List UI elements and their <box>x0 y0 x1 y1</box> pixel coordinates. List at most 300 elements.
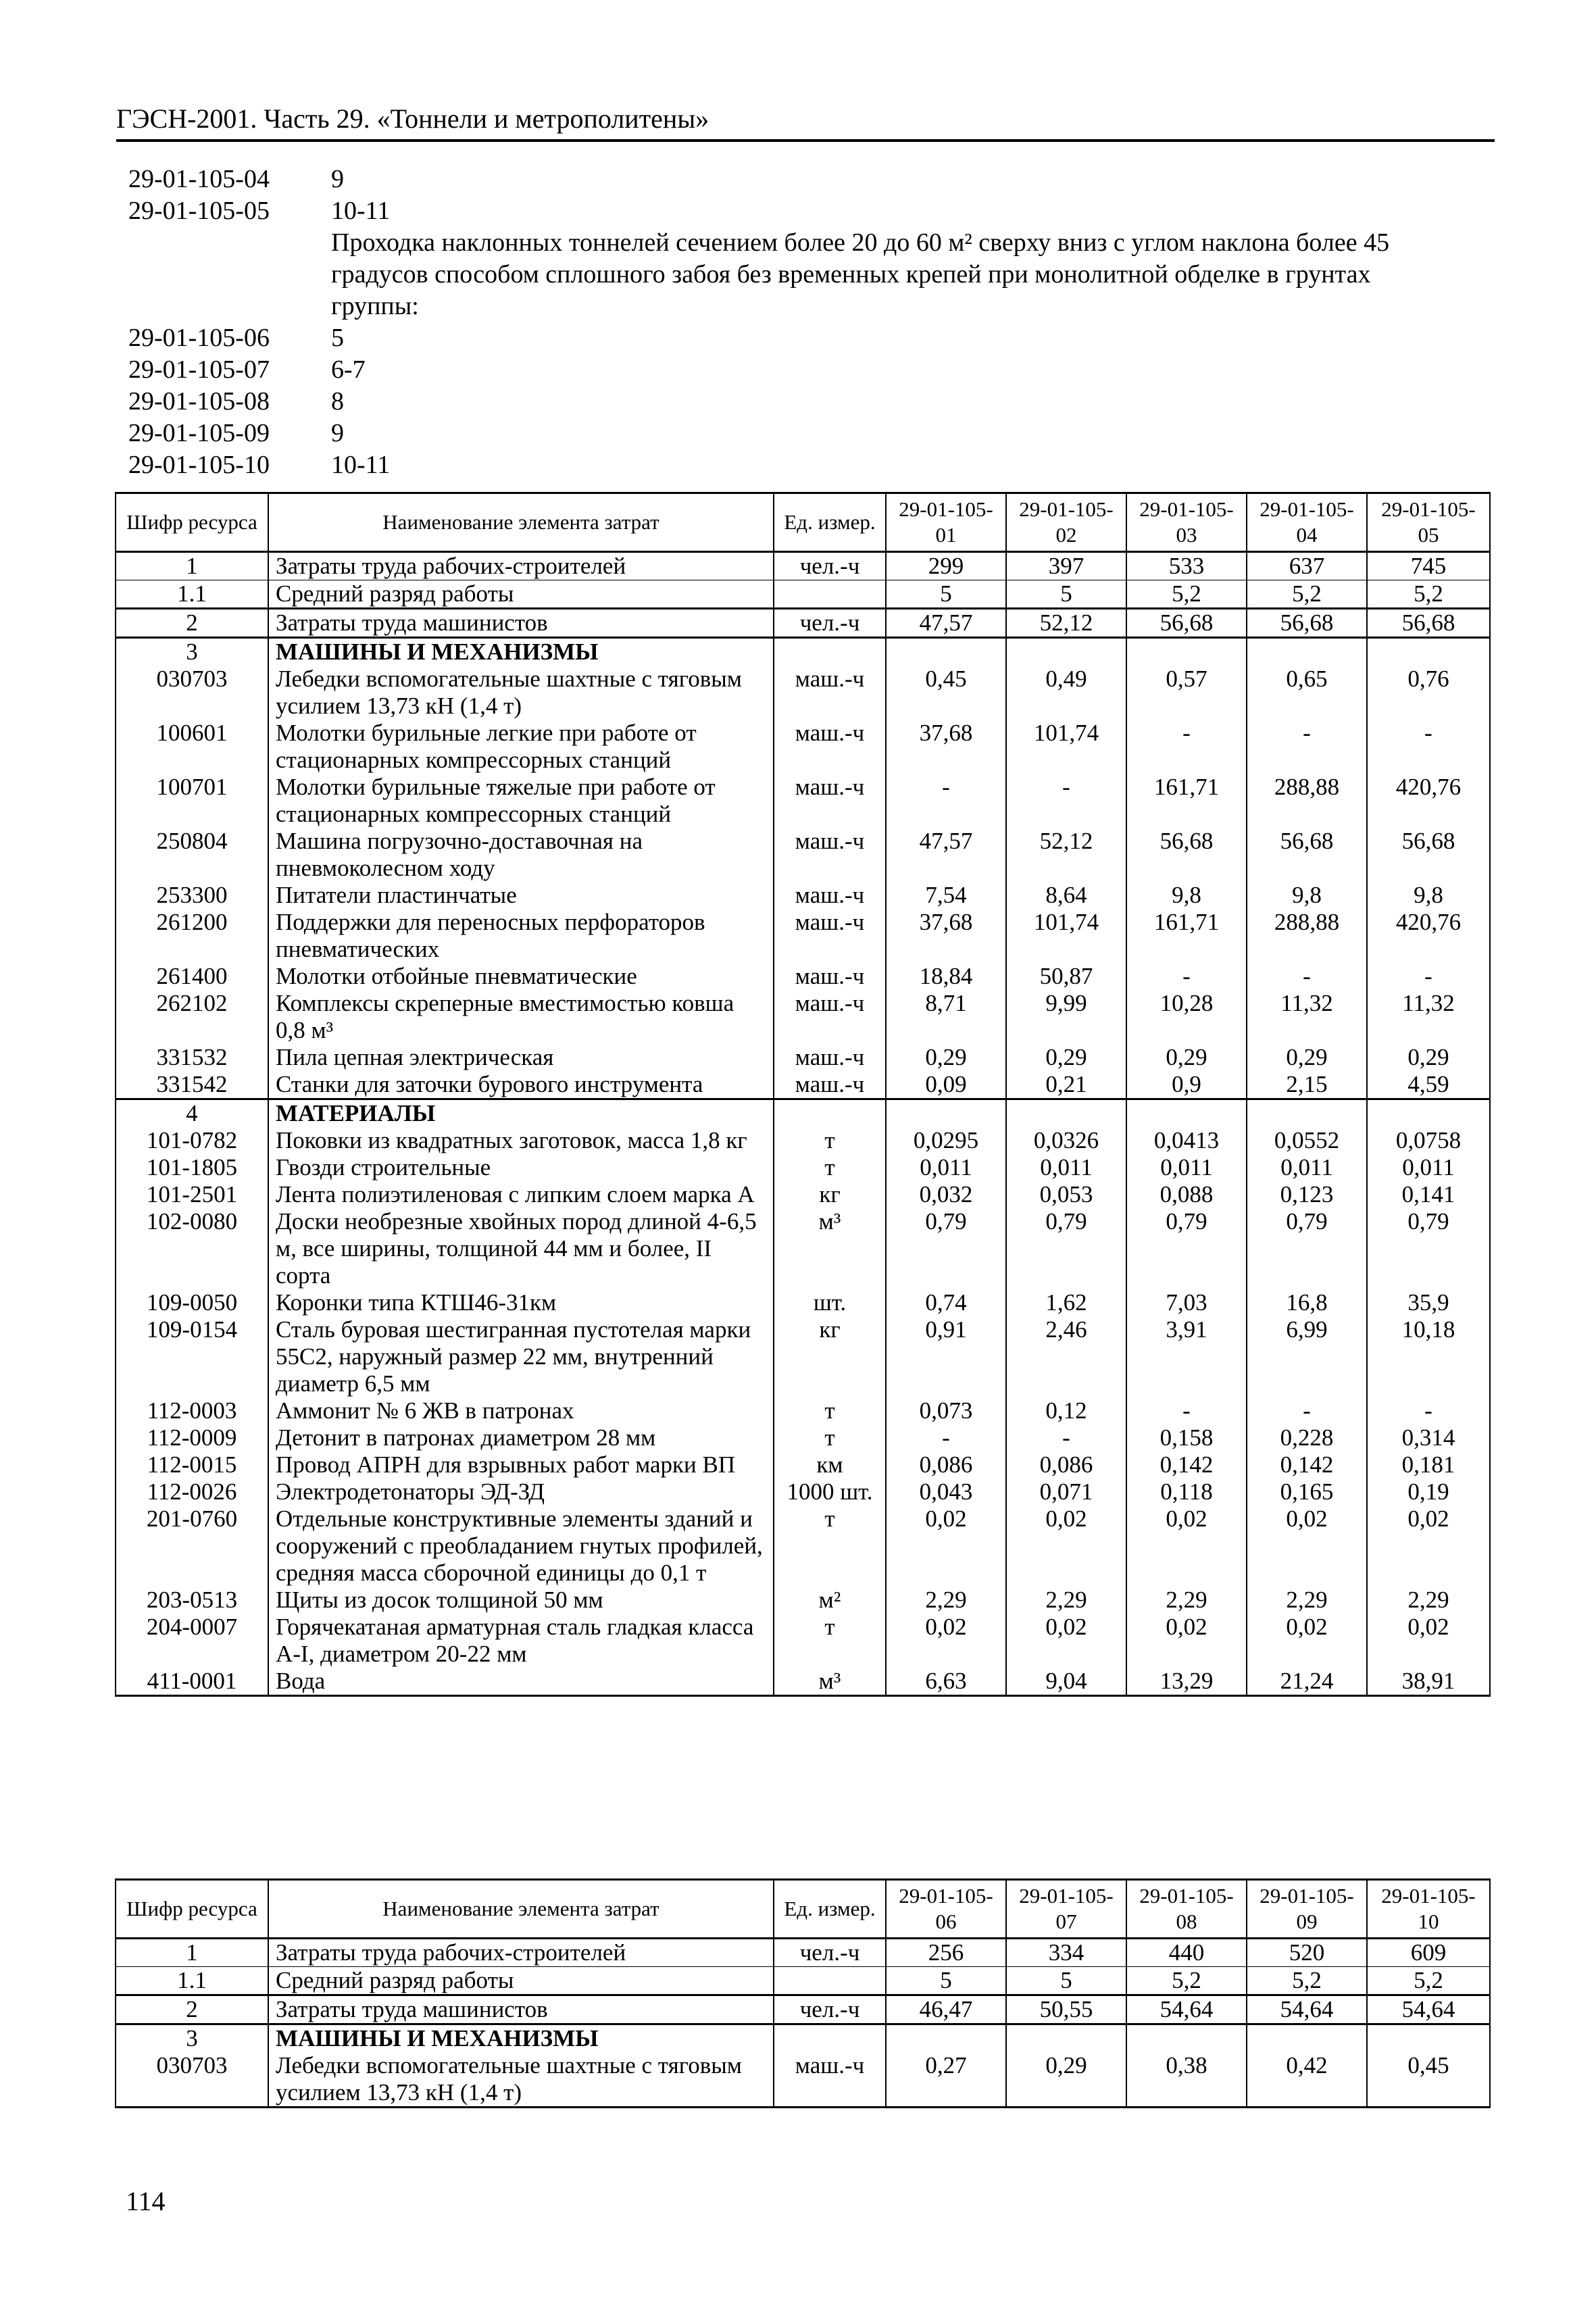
table-row <box>116 1181 1490 1208</box>
norm-value: - <box>1247 1397 1367 1424</box>
soil-group: 9 <box>331 419 344 447</box>
table-row <box>116 1505 1490 1587</box>
norm-value: 161,71 <box>1126 774 1247 828</box>
cost-element-name: Поковки из квадратных заготовок, масса 1,8 кг <box>268 1127 774 1154</box>
table-row <box>116 1424 1490 1451</box>
cost-element-name: Затраты труда рабочих-строителей <box>268 1939 774 1967</box>
table-row <box>116 1995 1490 2024</box>
resource-table-1 <box>115 492 1491 1697</box>
resource-code: 112-0003 <box>116 1397 268 1424</box>
norm-code: 29-01-105-08 <box>128 387 270 416</box>
resource-code: 112-0009 <box>116 1424 268 1451</box>
norm-value: 5 <box>886 1967 1006 1995</box>
cost-element-name: Детонит в патронах диаметром 28 мм <box>268 1424 774 1451</box>
norm-value: 5,2 <box>1126 1967 1247 1995</box>
norm-value: 0,032 <box>886 1181 1006 1208</box>
table-row <box>116 638 1490 666</box>
unit: маш.-ч <box>774 1071 886 1099</box>
resource-code: 112-0015 <box>116 1451 268 1478</box>
norm-value: 2,29 <box>1126 1587 1247 1614</box>
norm-value <box>1126 2024 1247 2053</box>
table-row <box>116 909 1490 963</box>
column-header: Наименование элемента затрат <box>268 493 774 552</box>
norm-value: 0,29 <box>1006 2052 1126 2108</box>
table-row <box>116 828 1490 882</box>
norm-value: 5,2 <box>1367 1967 1490 1995</box>
cost-element-name: Щиты из досок толщиной 50 мм <box>268 1587 774 1614</box>
resource-code: 331542 <box>116 1071 268 1099</box>
code-row <box>128 164 1466 195</box>
unit: кг <box>774 1181 886 1208</box>
norm-value: 47,57 <box>886 828 1006 882</box>
norm-value <box>886 638 1006 666</box>
unit: чел.-ч <box>774 1939 886 1967</box>
unit: м² <box>774 1587 886 1614</box>
norm-value: 0,02 <box>1367 1505 1490 1587</box>
norm-value: 0,141 <box>1367 1181 1490 1208</box>
unit: кг <box>774 1316 886 1397</box>
resource-code: 109-0050 <box>116 1289 268 1316</box>
norm-value: 5,2 <box>1247 1967 1367 1995</box>
cost-element-name: Молотки бурильные тяжелые при работе от стационарных компрессорных станций <box>268 774 774 828</box>
table-row <box>116 1967 1490 1995</box>
column-header: 29-01-105-02 <box>1006 493 1126 552</box>
norm-value: 0,071 <box>1006 1478 1126 1505</box>
norm-value: 0,29 <box>1247 1044 1367 1071</box>
norm-value: 0,02 <box>886 1505 1006 1587</box>
norm-value <box>1006 638 1126 666</box>
norm-value: 0,011 <box>1126 1154 1247 1181</box>
unit: чел.-ч <box>774 1995 886 2024</box>
norm-value: 7,03 <box>1126 1289 1247 1316</box>
norm-value <box>886 2024 1006 2053</box>
norm-value: 9,04 <box>1006 1668 1126 1696</box>
norm-value: 13,29 <box>1126 1668 1247 1696</box>
cost-element-name: Питатели пластинчатые <box>268 882 774 909</box>
unit: маш.-ч <box>774 990 886 1044</box>
cost-element-name: Средний разряд работы <box>268 580 774 609</box>
norm-value: 50,55 <box>1006 1995 1126 2024</box>
cost-element-name: Коронки типа КТШ46-31км <box>268 1289 774 1316</box>
table-row <box>116 1614 1490 1668</box>
unit: т <box>774 1614 886 1668</box>
cost-element-name: Молотки отбойные пневматические <box>268 963 774 990</box>
cost-element-name: Доски необрезные хвойных пород длиной 4-6,5 м, все ширины, толщиной 44 мм и более, II сорта <box>268 1208 774 1289</box>
table-row <box>116 1939 1490 1967</box>
norm-value: 0,79 <box>1006 1208 1126 1289</box>
norm-value: 47,57 <box>886 609 1006 638</box>
norm-value: 5 <box>1006 580 1126 609</box>
norm-value: 288,88 <box>1247 774 1367 828</box>
norm-value: 2,46 <box>1006 1316 1126 1397</box>
norm-value: 9,99 <box>1006 990 1126 1044</box>
norm-value: - <box>886 1424 1006 1451</box>
cost-element-name: Провод АПРН для взрывных работ марки ВП <box>268 1451 774 1478</box>
norm-value: 637 <box>1247 552 1367 580</box>
norm-value: 0,123 <box>1247 1181 1367 1208</box>
unit: маш.-ч <box>774 666 886 720</box>
norm-value: 0,19 <box>1367 1478 1490 1505</box>
resource-code: 1.1 <box>116 1967 268 1995</box>
norm-value: 420,76 <box>1367 909 1490 963</box>
unit <box>774 638 886 666</box>
norm-value: 0,043 <box>886 1478 1006 1505</box>
norm-value: - <box>1126 720 1247 774</box>
resource-code: 4 <box>116 1099 268 1128</box>
norm-value: 0,29 <box>886 1044 1006 1071</box>
norm-value: 0,086 <box>1006 1451 1126 1478</box>
page-number: 114 <box>126 2186 166 2216</box>
table-row <box>116 774 1490 828</box>
norm-value <box>1247 638 1367 666</box>
unit <box>774 1967 886 1995</box>
column-header: 29-01-105-09 <box>1247 1880 1367 1939</box>
norm-value: 0,0326 <box>1006 1127 1126 1154</box>
norm-value: 56,68 <box>1367 609 1490 638</box>
norm-value: 299 <box>886 552 1006 580</box>
norm-value: 533 <box>1126 552 1247 580</box>
table-row <box>116 1397 1490 1424</box>
table-header-row <box>116 1880 1490 1939</box>
norm-value: 56,68 <box>1367 828 1490 882</box>
norm-value: 0,0758 <box>1367 1127 1490 1154</box>
norm-value: 0,02 <box>1006 1614 1126 1668</box>
norm-value: 5 <box>1006 1967 1126 1995</box>
resource-code: 203-0513 <box>116 1587 268 1614</box>
norm-value: 0,02 <box>1126 1505 1247 1587</box>
norm-value: 3,91 <box>1126 1316 1247 1397</box>
table-row <box>116 1289 1490 1316</box>
cost-element-name: Пила цепная электрическая <box>268 1044 774 1071</box>
norm-value: 0,79 <box>1126 1208 1247 1289</box>
code-row <box>128 322 1466 354</box>
norm-value: 56,68 <box>1126 828 1247 882</box>
norm-value: 0,02 <box>886 1614 1006 1668</box>
cost-element-name: МАШИНЫ И МЕХАНИЗМЫ <box>268 638 774 666</box>
intro-block <box>128 164 1466 481</box>
norm-value: 0,086 <box>886 1451 1006 1478</box>
norm-value: 0,088 <box>1126 1181 1247 1208</box>
norm-value: 0,0295 <box>886 1127 1006 1154</box>
norm-value: 440 <box>1126 1939 1247 1967</box>
cost-element-name: Вода <box>268 1668 774 1696</box>
page-header: ГЭСН-2001. Часть 29. «Тоннели и метрополитены» <box>116 101 1495 142</box>
norm-value: 420,76 <box>1367 774 1490 828</box>
norm-value: 35,9 <box>1367 1289 1490 1316</box>
norm-value: 0,142 <box>1126 1451 1247 1478</box>
unit <box>774 1099 886 1128</box>
resource-code: 331532 <box>116 1044 268 1071</box>
norm-value: 0,118 <box>1126 1478 1247 1505</box>
norm-value: 0,02 <box>1006 1505 1126 1587</box>
norm-value: 0,02 <box>1367 1614 1490 1668</box>
norm-value: 0,74 <box>886 1289 1006 1316</box>
cost-element-name: Затраты труда машинистов <box>268 1995 774 2024</box>
column-header: 29-01-105-10 <box>1367 1880 1490 1939</box>
norm-value: 37,68 <box>886 909 1006 963</box>
norm-value: 0,79 <box>1367 1208 1490 1289</box>
norm-value: 0,38 <box>1126 2052 1247 2108</box>
table-row <box>116 2024 1490 2053</box>
norm-value <box>1247 2024 1367 2053</box>
norm-value: 0,91 <box>886 1316 1006 1397</box>
unit: чел.-ч <box>774 552 886 580</box>
norm-value: 161,71 <box>1126 909 1247 963</box>
norm-value: - <box>1006 774 1126 828</box>
soil-group: 9 <box>331 165 344 193</box>
soil-group: 6-7 <box>331 355 366 384</box>
norm-value: 5 <box>886 580 1006 609</box>
table-row <box>116 2052 1490 2108</box>
resource-code: 101-2501 <box>116 1181 268 1208</box>
unit: маш.-ч <box>774 882 886 909</box>
cost-element-name: Отдельные конструктивные элементы зданий и сооружений с преобладанием гнутых профилей, средняя масса сборочной единицы до 0,1 т <box>268 1505 774 1587</box>
norm-value: 0,29 <box>1367 1044 1490 1071</box>
norm-value: 5,2 <box>1126 580 1247 609</box>
norm-value: 50,87 <box>1006 963 1126 990</box>
norm-code: 29-01-105-10 <box>128 451 270 479</box>
norm-value: 0,02 <box>1247 1505 1367 1587</box>
norm-value: 54,64 <box>1126 1995 1247 2024</box>
unit: маш.-ч <box>774 909 886 963</box>
cost-element-name: Сталь буровая шестигранная пустотелая марки 55С2, наружный размер 22 мм, внутренний диаметр 6,5 мм <box>268 1316 774 1397</box>
table-row <box>116 666 1490 720</box>
norm-value: 520 <box>1247 1939 1367 1967</box>
unit: маш.-ч <box>774 720 886 774</box>
norm-value: 21,24 <box>1247 1668 1367 1696</box>
norm-code: 29-01-105-04 <box>128 165 270 193</box>
resource-code: 261200 <box>116 909 268 963</box>
unit: маш.-ч <box>774 963 886 990</box>
norm-value: 2,15 <box>1247 1071 1367 1099</box>
resource-code: 100601 <box>116 720 268 774</box>
table-row <box>116 1099 1490 1128</box>
norm-value <box>1367 2024 1490 2053</box>
unit <box>774 580 886 609</box>
resource-code: 030703 <box>116 666 268 720</box>
norm-value: 0,42 <box>1247 2052 1367 2108</box>
cost-element-name: Комплексы скреперные вместимостью ковша 0,8 м³ <box>268 990 774 1044</box>
cost-element-name: Затраты труда машинистов <box>268 609 774 638</box>
unit: чел.-ч <box>774 609 886 638</box>
norm-value: - <box>1367 720 1490 774</box>
resource-code: 030703 <box>116 2052 268 2108</box>
unit: м³ <box>774 1208 886 1289</box>
norm-value: 0,165 <box>1247 1478 1367 1505</box>
norm-value <box>1367 1099 1490 1128</box>
resource-table-2 <box>115 1878 1491 2108</box>
resource-code: 112-0026 <box>116 1478 268 1505</box>
norm-value: 56,68 <box>1247 828 1367 882</box>
codes-bottom <box>128 322 1466 481</box>
code-row <box>128 386 1466 418</box>
norm-value: 0,011 <box>1247 1154 1367 1181</box>
code-row <box>128 418 1466 449</box>
column-header: 29-01-105-03 <box>1126 493 1247 552</box>
norm-value: 0,011 <box>1006 1154 1126 1181</box>
norm-value: 0,314 <box>1367 1424 1490 1451</box>
norm-value: 2,29 <box>1247 1587 1367 1614</box>
norm-value: 6,99 <box>1247 1316 1367 1397</box>
norm-value: 0,45 <box>1367 2052 1490 2108</box>
table-row <box>116 1154 1490 1181</box>
norm-value: 16,8 <box>1247 1289 1367 1316</box>
code-row <box>128 354 1466 386</box>
resource-code: 204-0007 <box>116 1614 268 1668</box>
norm-value: - <box>1006 1424 1126 1451</box>
norm-value: 0,142 <box>1247 1451 1367 1478</box>
cost-element-name: Горячекатаная арматурная сталь гладкая класса А-I, диаметром 20-22 мм <box>268 1614 774 1668</box>
resource-code: 201-0760 <box>116 1505 268 1587</box>
norm-value: 2,29 <box>1367 1587 1490 1614</box>
column-header: Шифр ресурса <box>116 493 268 552</box>
resource-code: 2 <box>116 609 268 638</box>
norm-value: 56,68 <box>1126 609 1247 638</box>
norm-value: 46,47 <box>886 1995 1006 2024</box>
norm-value: 0,57 <box>1126 666 1247 720</box>
column-header: 29-01-105-07 <box>1006 1880 1126 1939</box>
norm-value <box>1126 1099 1247 1128</box>
norm-value <box>1006 2024 1126 2053</box>
soil-group: 10-11 <box>331 451 391 479</box>
norm-code: 29-01-105-09 <box>128 419 270 447</box>
norm-value: 0,21 <box>1006 1071 1126 1099</box>
norm-value: 56,68 <box>1247 609 1367 638</box>
norm-value: - <box>1367 1397 1490 1424</box>
norm-value: 0,65 <box>1247 666 1367 720</box>
norm-value: 0,053 <box>1006 1181 1126 1208</box>
table-row <box>116 1208 1490 1289</box>
norm-code: 29-01-105-05 <box>128 197 270 225</box>
table-row <box>116 1071 1490 1099</box>
norm-value: 11,32 <box>1247 990 1367 1044</box>
resource-code: 3 <box>116 2024 268 2053</box>
norm-value: 256 <box>886 1939 1006 1967</box>
unit: м³ <box>774 1668 886 1696</box>
resource-code: 262102 <box>116 990 268 1044</box>
unit <box>774 2024 886 2053</box>
column-header: Наименование элемента затрат <box>268 1880 774 1939</box>
norm-value: 0,27 <box>886 2052 1006 2108</box>
unit: маш.-ч <box>774 828 886 882</box>
column-header: 29-01-105-06 <box>886 1880 1006 1939</box>
norm-value: 0,02 <box>1247 1614 1367 1668</box>
table-row <box>116 580 1490 609</box>
norm-value: 10,18 <box>1367 1316 1490 1397</box>
unit: маш.-ч <box>774 774 886 828</box>
unit: т <box>774 1505 886 1587</box>
norm-value: 288,88 <box>1247 909 1367 963</box>
column-header: 29-01-105-01 <box>886 493 1006 552</box>
norm-value: 0,45 <box>886 666 1006 720</box>
norm-value: 0,02 <box>1126 1614 1247 1668</box>
resource-code: 261400 <box>116 963 268 990</box>
norm-value: 9,8 <box>1367 882 1490 909</box>
cost-element-name: Средний разряд работы <box>268 1967 774 1995</box>
cost-element-name: МАШИНЫ И МЕХАНИЗМЫ <box>268 2024 774 2053</box>
column-header: Шифр ресурса <box>116 1880 268 1939</box>
cost-element-name: Лебедки вспомогательные шахтные с тяговым усилием 13,73 кН (1,4 т) <box>268 666 774 720</box>
norm-code: 29-01-105-06 <box>128 324 270 352</box>
norm-value: - <box>1367 963 1490 990</box>
norm-value: 7,54 <box>886 882 1006 909</box>
resource-code: 1.1 <box>116 580 268 609</box>
norm-value <box>1247 1099 1367 1128</box>
table-row <box>116 1668 1490 1696</box>
resource-code: 101-1805 <box>116 1154 268 1181</box>
unit: км <box>774 1451 886 1478</box>
codes-top <box>128 164 1466 227</box>
resource-code: 1 <box>116 1939 268 1967</box>
resource-code: 109-0154 <box>116 1316 268 1397</box>
norm-value: 0,158 <box>1126 1424 1247 1451</box>
norm-value: 0,79 <box>886 1208 1006 1289</box>
unit: 1000 шт. <box>774 1478 886 1505</box>
table-row <box>116 552 1490 580</box>
norm-value: 2,29 <box>1006 1587 1126 1614</box>
unit: маш.-ч <box>774 2052 886 2108</box>
code-row <box>128 449 1466 481</box>
resource-code: 3 <box>116 638 268 666</box>
soil-group: 8 <box>331 387 344 416</box>
norm-value: 54,64 <box>1247 1995 1367 2024</box>
norm-value: 0,0552 <box>1247 1127 1367 1154</box>
norm-value <box>1367 638 1490 666</box>
norm-value <box>886 1099 1006 1128</box>
norm-value: 0,073 <box>886 1397 1006 1424</box>
unit: маш.-ч <box>774 1044 886 1071</box>
cost-element-name: Затраты труда рабочих-строителей <box>268 552 774 580</box>
norm-value: - <box>1126 963 1247 990</box>
unit: т <box>774 1397 886 1424</box>
column-header: 29-01-105-05 <box>1367 493 1490 552</box>
norm-value: 1,62 <box>1006 1289 1126 1316</box>
column-header: Ед. измер. <box>774 493 886 552</box>
table-header-row <box>116 493 1490 552</box>
table-row <box>116 1316 1490 1397</box>
norm-value: 2,29 <box>886 1587 1006 1614</box>
cost-element-name: Поддержки для переносных перфораторов пневматических <box>268 909 774 963</box>
norm-value: 6,63 <box>886 1668 1006 1696</box>
norm-value: 334 <box>1006 1939 1126 1967</box>
cost-element-name: Гвозди строительные <box>268 1154 774 1181</box>
norm-value: 11,32 <box>1367 990 1490 1044</box>
resource-code: 102-0080 <box>116 1208 268 1289</box>
norm-value: 4,59 <box>1367 1071 1490 1099</box>
table-row <box>116 1127 1490 1154</box>
column-header: 29-01-105-08 <box>1126 1880 1247 1939</box>
code-row <box>128 195 1466 227</box>
norm-value: 609 <box>1367 1939 1490 1967</box>
unit: т <box>774 1424 886 1451</box>
cost-element-name: Электродетонаторы ЭД-ЗД <box>268 1478 774 1505</box>
norm-value: 745 <box>1367 552 1490 580</box>
norm-value: - <box>886 774 1006 828</box>
norm-value: 0,011 <box>886 1154 1006 1181</box>
soil-group: 5 <box>331 324 344 352</box>
cost-element-name: Лебедки вспомогательные шахтные с тяговым усилием 13,73 кН (1,4 т) <box>268 2052 774 2108</box>
table-row <box>116 609 1490 638</box>
section-description: Проходка наклонных тоннелей сечением более 20 до 60 м² сверху вниз с углом наклона более 45 градусов способом сплошного забоя без временных крепей при монолитной обделке в грунтах группы: <box>331 228 1390 320</box>
norm-value: 0,79 <box>1247 1208 1367 1289</box>
norm-value: - <box>1126 1397 1247 1424</box>
norm-value: 101,74 <box>1006 720 1126 774</box>
norm-value: 101,74 <box>1006 909 1126 963</box>
norm-value: 0,181 <box>1367 1451 1490 1478</box>
norm-value: 397 <box>1006 552 1126 580</box>
table-row <box>116 1478 1490 1505</box>
resource-code: 411-0001 <box>116 1668 268 1696</box>
